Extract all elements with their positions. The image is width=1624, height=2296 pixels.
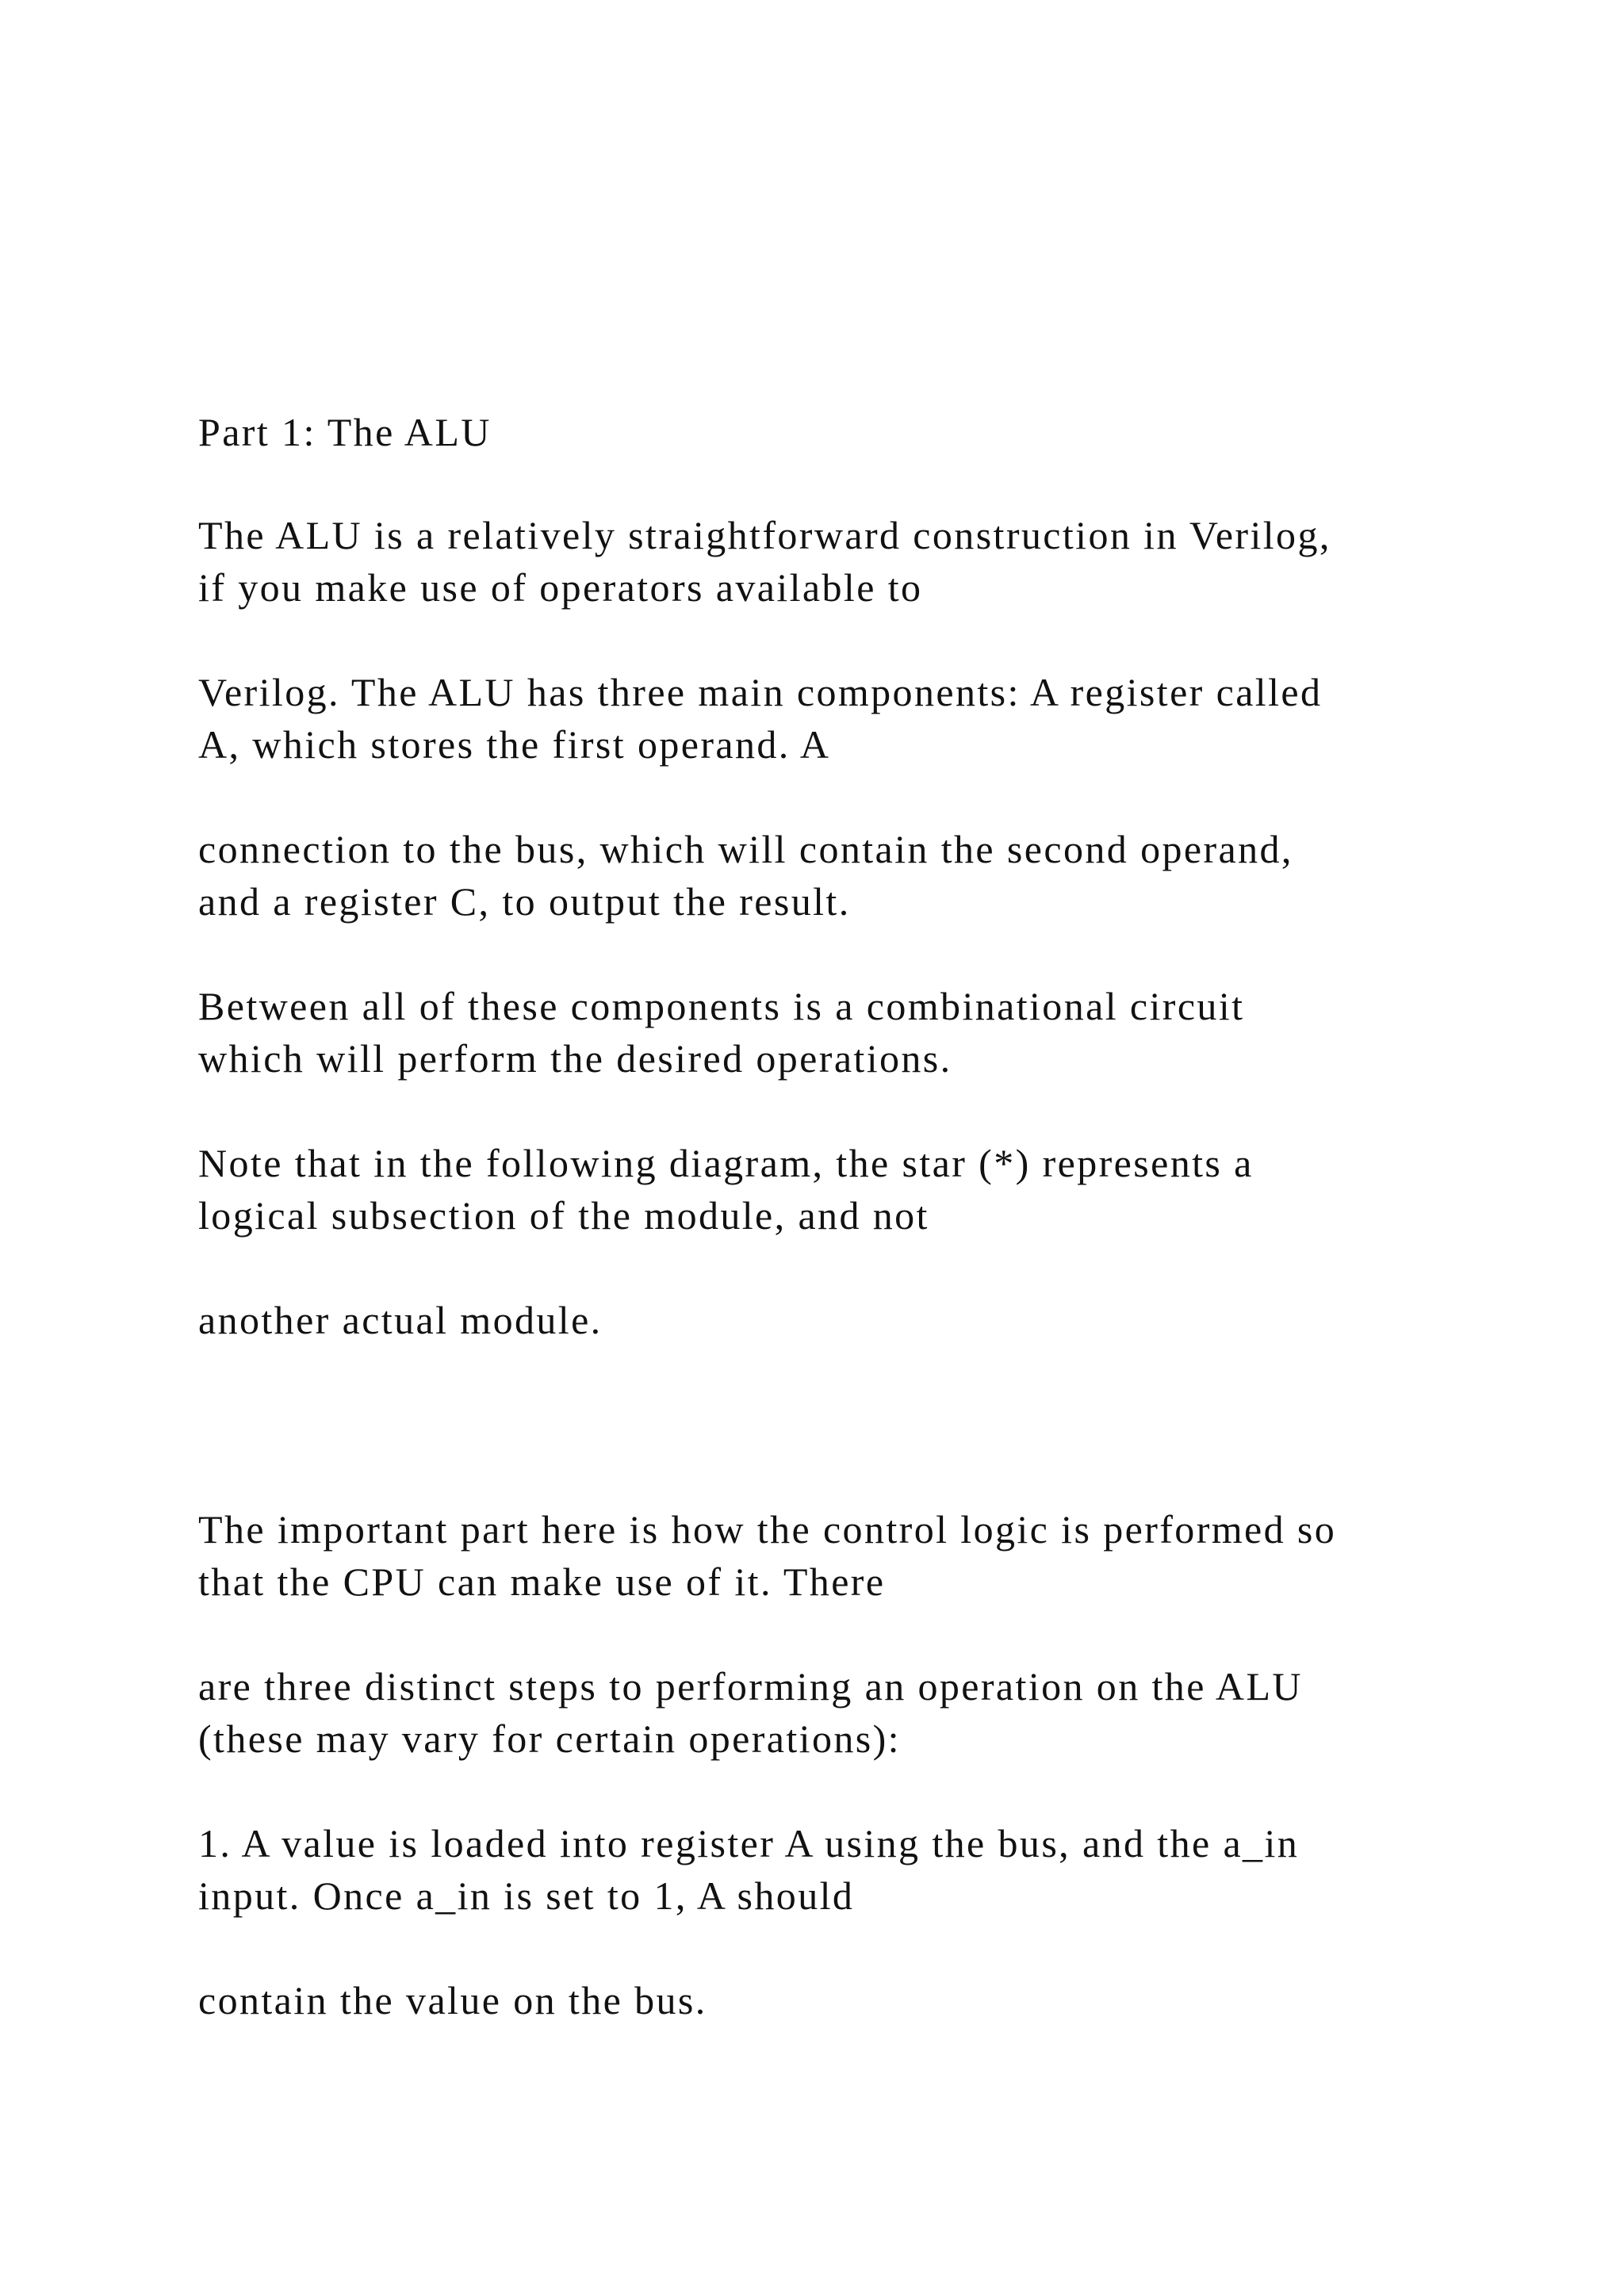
section-heading: Part 1: The ALU [198, 410, 492, 454]
text-line: which will perform the desired operations. [198, 1036, 952, 1081]
text-line: if you make use of operators available to [198, 565, 923, 610]
list-item-line: input. Once a_in is set to 1, A should [198, 1873, 855, 1918]
text-line: Between all of these components is a combinational circuit [198, 984, 1245, 1028]
text-line: and a register C, to output the result. [198, 879, 851, 924]
text-line: A, which stores the first operand. A [198, 722, 831, 767]
text-line: another actual module. [198, 1298, 603, 1342]
text-line: that the CPU can make use of it. There [198, 1559, 886, 1604]
text-line: Verilog. The ALU has three main components: A register called [198, 670, 1323, 714]
text-line: are three distinct steps to performing an operation on the ALU [198, 1664, 1303, 1709]
list-item-line: 1. A value is loaded into register A using the bus, and the a_in [198, 1821, 1300, 1866]
text-line: (these may vary for certain operations): [198, 1716, 901, 1761]
text-line: Note that in the following diagram, the star (*) represents a [198, 1141, 1254, 1185]
list-item-line: contain the value on the bus. [198, 1978, 707, 2022]
text-line: The important part here is how the control logic is performed so [198, 1507, 1337, 1552]
text-line: The ALU is a relatively straightforward construction in Verilog, [198, 513, 1331, 557]
text-line: connection to the bus, which will contain the second operand, [198, 827, 1293, 871]
text-line: logical subsection of the module, and not [198, 1193, 929, 1238]
